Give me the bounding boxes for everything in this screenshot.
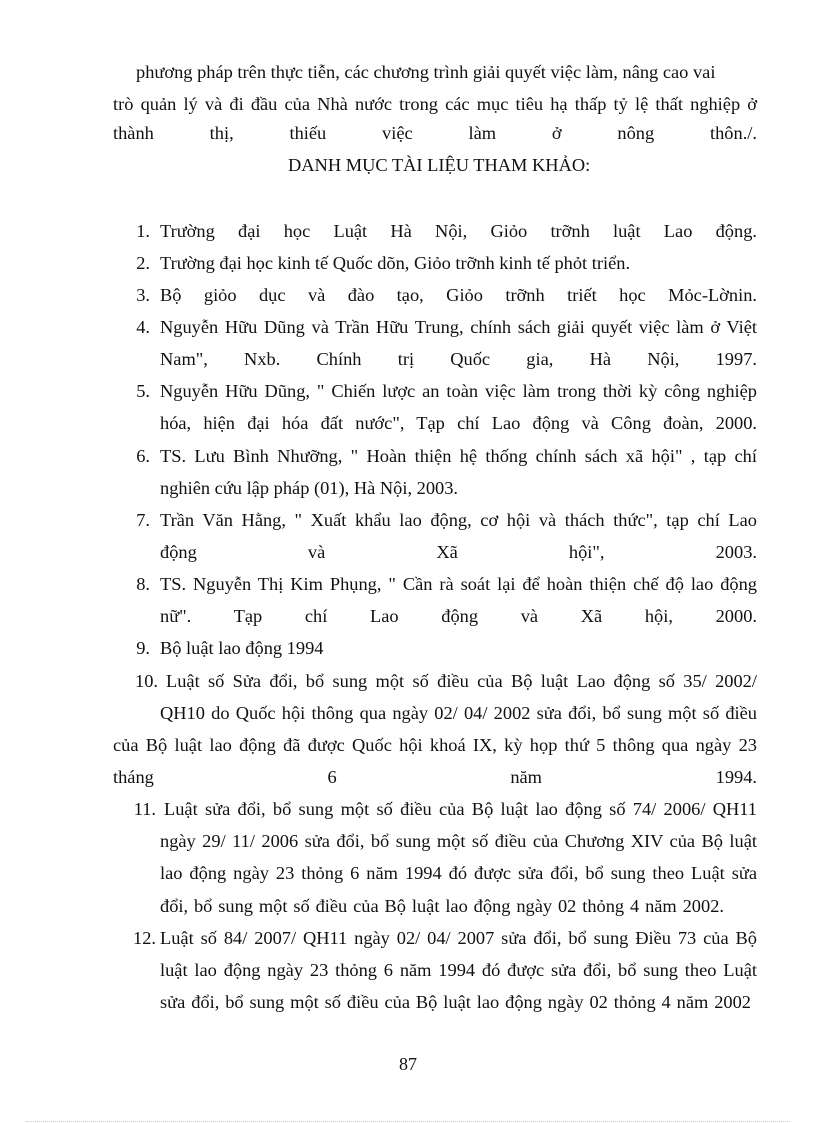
ref-8-line-2: nữ". Tạp chí Lao động và Xã hội, 2000. — [160, 606, 757, 626]
ref-6-number: 6. — [136, 446, 150, 466]
ref-11-line-4: đổi, bổ sung một số điều của Bộ luật lao động ngày 02 thỏng 4 năm 2002. — [160, 896, 724, 916]
ref-4-number: 4. — [136, 317, 150, 337]
ref-12-line-3: sửa đổi, bổ sung một số điều của Bộ luật lao động ngày 02 thỏng 4 năm 2002 — [160, 992, 751, 1012]
ref-12-line-1: Luật số 84/ 2007/ QH11 ngày 02/ 04/ 2007 sửa đổi, bổ sung Điều 73 của Bộ — [160, 928, 757, 948]
ref-9-number: 9. — [136, 638, 150, 658]
references-heading: DANH MỤC TÀI LIỆU THAM KHẢO: — [288, 155, 591, 175]
ref-10-number: 10. — [135, 671, 158, 691]
ref-2-number: 2. — [136, 253, 150, 273]
ref-2-line-1: Trường đại học kinh tế Quốc dõn, Giỏo trỡnh kinh tế phỏt triển. — [160, 253, 631, 273]
ref-1-line-1: Trường đại học Luật Hà Nội, Giỏo trỡnh luật Lao động. — [160, 221, 757, 241]
ref-12-number: 12. — [133, 928, 156, 948]
page-number: 87 — [399, 1054, 417, 1074]
ref-4-line-2: Nam", Nxb. Chính trị Quốc gia, Hà Nội, 1997. — [160, 349, 757, 369]
ref-9-line-1: Bộ luật lao động 1994 — [160, 638, 324, 658]
ref-10-line-2: QH10 do Quốc hội thông qua ngày 02/ 04/ 2002 sửa đổi, bổ sung một số điều — [160, 703, 757, 723]
ref-8-line-1: TS. Nguyễn Thị Kim Phụng, " Cần rà soát lại để hoàn thiện chế độ lao động — [160, 574, 757, 594]
ref-11-number: 11. — [133, 799, 156, 819]
ref-3-line-1: Bộ giỏo dục và đào tạo, Giỏo trỡnh triết học Mỏc-Lờnin. — [160, 285, 757, 305]
intro-line-3: thành thị, thiếu việc làm ở nông thôn./. — [113, 123, 757, 143]
ref-1-number: 1. — [136, 221, 150, 241]
ref-6-line-1: TS. Lưu Bình Nhưỡng, " Hoàn thiện hệ thống chính sách xã hội" , tạp chí — [160, 446, 757, 466]
page-bottom-divider — [26, 1121, 790, 1122]
ref-11-line-2: ngày 29/ 11/ 2006 sửa đổi, bổ sung một số điều của Chương XIV của Bộ luật — [160, 831, 757, 851]
ref-8-number: 8. — [136, 574, 150, 594]
ref-5-line-2: hóa, hiện đại hóa đất nước", Tạp chí Lao động và Công đoàn, 2000. — [160, 413, 757, 433]
ref-5-number: 5. — [136, 381, 150, 401]
ref-10-line-4: tháng 6 năm 1994. — [113, 767, 757, 787]
intro-line-2: trò quản lý và đi đầu của Nhà nước trong các mục tiêu hạ thấp tỷ lệ thất nghiệp ở — [113, 94, 757, 114]
ref-7-line-2: động và Xã hội", 2003. — [160, 542, 757, 562]
ref-7-line-1: Trần Văn Hằng, " Xuất khẩu lao động, cơ hội và thách thức", tạp chí Lao — [160, 510, 757, 530]
ref-10-line-1: Luật số Sửa đổi, bổ sung một số điều của Bộ luật Lao động số 35/ 2002/ — [166, 671, 757, 691]
ref-6-line-2: nghiên cứu lập pháp (01), Hà Nội, 2003. — [160, 478, 459, 498]
ref-7-number: 7. — [136, 510, 150, 530]
intro-line-1: phương pháp trên thực tiễn, các chương trình giải quyết việc làm, nâng cao vai — [136, 62, 716, 82]
ref-3-number: 3. — [136, 285, 150, 305]
ref-5-line-1: Nguyễn Hữu Dũng, " Chiến lược an toàn việc làm trong thời kỳ công nghiệp — [160, 381, 757, 401]
ref-10-line-3: của Bộ luật lao động đã được Quốc hội khoá IX, kỳ họp thứ 5 thông qua ngày 23 — [113, 735, 757, 755]
ref-12-line-2: luật lao động ngày 23 thỏng 6 năm 1994 đó được sửa đổi, bổ sung theo Luật — [160, 960, 757, 980]
ref-11-line-1: Luật sửa đổi, bổ sung một số điều của Bộ luật lao động số 74/ 2006/ QH11 — [164, 799, 757, 819]
ref-4-line-1: Nguyễn Hữu Dũng và Trần Hữu Trung, chính sách giải quyết việc làm ở Việt — [160, 317, 757, 337]
ref-11-line-3: lao động ngày 23 thỏng 6 năm 1994 đó được sửa đổi, bổ sung theo Luật sửa — [160, 863, 757, 883]
